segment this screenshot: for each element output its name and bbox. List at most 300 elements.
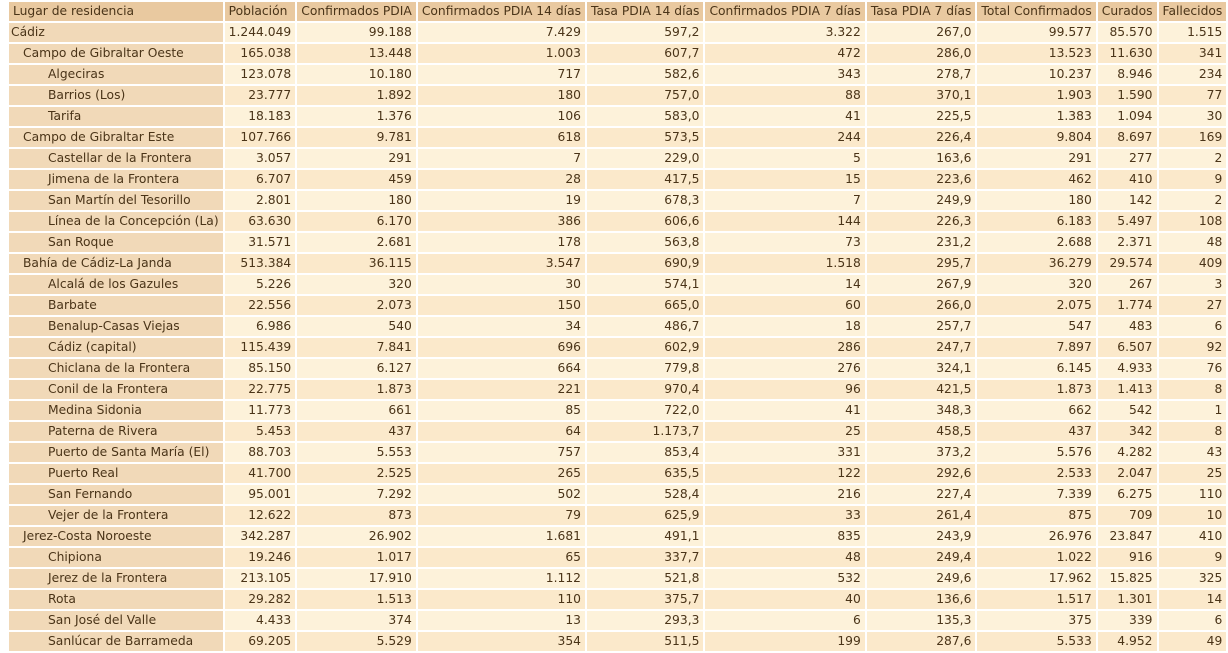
value-cell: 690,9 xyxy=(587,254,703,273)
row-name-cell[interactable]: Chiclana de la Frontera xyxy=(9,359,223,378)
row-name-cell[interactable]: San José del Valle xyxy=(9,611,223,630)
value-cell: 6.183 xyxy=(977,212,1095,231)
value-cell: 1.003 xyxy=(418,44,585,63)
value-cell: 2.075 xyxy=(977,296,1095,315)
row-name-cell[interactable]: Barrios (Los) xyxy=(9,86,223,105)
value-cell: 79 xyxy=(418,506,585,525)
value-cell: 8 xyxy=(1159,380,1227,399)
value-cell: 4.952 xyxy=(1098,632,1157,651)
value-cell: 13 xyxy=(418,611,585,630)
value-cell: 661 xyxy=(297,401,416,420)
value-cell: 1.301 xyxy=(1098,590,1157,609)
value-cell: 292,6 xyxy=(867,464,976,483)
value-cell: 417,5 xyxy=(587,170,703,189)
value-cell: 1.173,7 xyxy=(587,422,703,441)
table-row xyxy=(9,401,1226,420)
value-cell: 1.515 xyxy=(1159,23,1227,42)
value-cell: 320 xyxy=(297,275,416,294)
value-cell: 9.781 xyxy=(297,128,416,147)
value-cell: 7.339 xyxy=(977,485,1095,504)
value-cell: 458,5 xyxy=(867,422,976,441)
value-cell: 875 xyxy=(977,506,1095,525)
value-cell: 291 xyxy=(977,149,1095,168)
table-row xyxy=(9,107,1226,126)
value-cell: 696 xyxy=(418,338,585,357)
value-cell: 6.170 xyxy=(297,212,416,231)
value-cell: 521,8 xyxy=(587,569,703,588)
value-cell: 169 xyxy=(1159,128,1227,147)
value-cell: 227,4 xyxy=(867,485,976,504)
value-cell: 150 xyxy=(418,296,585,315)
value-cell: 7.897 xyxy=(977,338,1095,357)
value-cell: 226,3 xyxy=(867,212,976,231)
value-cell: 229,0 xyxy=(587,149,703,168)
value-cell: 1.413 xyxy=(1098,380,1157,399)
value-cell: 178 xyxy=(418,233,585,252)
value-cell: 85 xyxy=(418,401,585,420)
value-cell: 31.571 xyxy=(225,233,296,252)
value-cell: 267,9 xyxy=(867,275,976,294)
value-cell: 165.038 xyxy=(225,44,296,63)
value-cell: 606,6 xyxy=(587,212,703,231)
value-cell: 180 xyxy=(297,191,416,210)
value-cell: 106 xyxy=(418,107,585,126)
value-cell: 30 xyxy=(1159,107,1227,126)
value-cell: 85.150 xyxy=(225,359,296,378)
table-row xyxy=(9,212,1226,231)
value-cell: 386 xyxy=(418,212,585,231)
value-cell: 41.700 xyxy=(225,464,296,483)
row-name-cell[interactable]: Paterna de Rivera xyxy=(9,422,223,441)
col-header-tasa-14[interactable]: Tasa PDIA 14 días xyxy=(587,2,703,21)
table-row xyxy=(9,506,1226,525)
row-name-cell[interactable]: Castellar de la Frontera xyxy=(9,149,223,168)
table-row xyxy=(9,128,1226,147)
value-cell: 1.681 xyxy=(418,527,585,546)
row-name-cell[interactable]: Jimena de la Frontera xyxy=(9,170,223,189)
value-cell: 1.518 xyxy=(705,254,864,273)
value-cell: 95.001 xyxy=(225,485,296,504)
col-header-confirmados-7[interactable]: Confirmados PDIA 7 días xyxy=(705,2,864,21)
value-cell: 511,5 xyxy=(587,632,703,651)
value-cell: 64 xyxy=(418,422,585,441)
value-cell: 10 xyxy=(1159,506,1227,525)
value-cell: 6.145 xyxy=(977,359,1095,378)
value-cell: 287,6 xyxy=(867,632,976,651)
value-cell: 225,5 xyxy=(867,107,976,126)
value-cell: 43 xyxy=(1159,443,1227,462)
value-cell: 11.773 xyxy=(225,401,296,420)
value-cell: 513.384 xyxy=(225,254,296,273)
table-row xyxy=(9,485,1226,504)
value-cell: 49 xyxy=(1159,632,1227,651)
value-cell: 665,0 xyxy=(587,296,703,315)
value-cell: 970,4 xyxy=(587,380,703,399)
value-cell: 48 xyxy=(705,548,864,567)
table-row xyxy=(9,548,1226,567)
value-cell: 342 xyxy=(1098,422,1157,441)
value-cell: 19 xyxy=(418,191,585,210)
value-cell: 142 xyxy=(1098,191,1157,210)
value-cell: 779,8 xyxy=(587,359,703,378)
value-cell: 23.847 xyxy=(1098,527,1157,546)
table-row xyxy=(9,569,1226,588)
value-cell: 41 xyxy=(705,107,864,126)
value-cell: 472 xyxy=(705,44,864,63)
value-cell: 3.322 xyxy=(705,23,864,42)
value-cell: 625,9 xyxy=(587,506,703,525)
row-name-cell[interactable]: Bahía de Cádiz-La Janda xyxy=(9,254,223,273)
value-cell: 2 xyxy=(1159,149,1227,168)
row-name-cell[interactable]: Campo de Gibraltar Oeste xyxy=(9,44,223,63)
table-row xyxy=(9,149,1226,168)
col-header-poblacion[interactable]: Población xyxy=(225,2,296,21)
value-cell: 6.275 xyxy=(1098,485,1157,504)
value-cell: 6.707 xyxy=(225,170,296,189)
value-cell: 48 xyxy=(1159,233,1227,252)
value-cell: 1.517 xyxy=(977,590,1095,609)
value-cell: 267 xyxy=(1098,275,1157,294)
value-cell: 757,0 xyxy=(587,86,703,105)
value-cell: 29.282 xyxy=(225,590,296,609)
value-cell: 99.188 xyxy=(297,23,416,42)
value-cell: 6 xyxy=(705,611,864,630)
value-cell: 28 xyxy=(418,170,585,189)
row-name-cell[interactable]: Campo de Gibraltar Este xyxy=(9,128,223,147)
table-row xyxy=(9,443,1226,462)
value-cell: 135,3 xyxy=(867,611,976,630)
value-cell: 483 xyxy=(1098,317,1157,336)
value-cell: 717 xyxy=(418,65,585,84)
value-cell: 835 xyxy=(705,527,864,546)
value-cell: 213.105 xyxy=(225,569,296,588)
value-cell: 582,6 xyxy=(587,65,703,84)
value-cell: 17.962 xyxy=(977,569,1095,588)
value-cell: 1.017 xyxy=(297,548,416,567)
value-cell: 5.453 xyxy=(225,422,296,441)
value-cell: 343 xyxy=(705,65,864,84)
table-row xyxy=(9,170,1226,189)
value-cell: 15 xyxy=(705,170,864,189)
value-cell: 29.574 xyxy=(1098,254,1157,273)
value-cell: 267,0 xyxy=(867,23,976,42)
row-name-cell[interactable]: Chipiona xyxy=(9,548,223,567)
value-cell: 13.448 xyxy=(297,44,416,63)
table-row xyxy=(9,65,1226,84)
value-cell: 2.073 xyxy=(297,296,416,315)
value-cell: 5.497 xyxy=(1098,212,1157,231)
value-cell: 265 xyxy=(418,464,585,483)
value-cell: 34 xyxy=(418,317,585,336)
value-cell: 123.078 xyxy=(225,65,296,84)
value-cell: 2 xyxy=(1159,191,1227,210)
value-cell: 709 xyxy=(1098,506,1157,525)
value-cell: 409 xyxy=(1159,254,1227,273)
value-cell: 421,5 xyxy=(867,380,976,399)
value-cell: 293,3 xyxy=(587,611,703,630)
table-row xyxy=(9,338,1226,357)
row-name-cell[interactable]: Rota xyxy=(9,590,223,609)
value-cell: 249,9 xyxy=(867,191,976,210)
col-header-tasa-7[interactable]: Tasa PDIA 7 días xyxy=(867,2,976,21)
value-cell: 410 xyxy=(1159,527,1227,546)
value-cell: 40 xyxy=(705,590,864,609)
value-cell: 7 xyxy=(418,149,585,168)
row-name-cell[interactable]: San Fernando xyxy=(9,485,223,504)
row-name-cell[interactable]: Conil de la Frontera xyxy=(9,380,223,399)
value-cell: 1.892 xyxy=(297,86,416,105)
value-cell: 331 xyxy=(705,443,864,462)
value-cell: 320 xyxy=(977,275,1095,294)
value-cell: 2.801 xyxy=(225,191,296,210)
value-cell: 342.287 xyxy=(225,527,296,546)
value-cell: 99.577 xyxy=(977,23,1095,42)
col-header-confirmados[interactable]: Confirmados PDIA xyxy=(297,2,416,21)
value-cell: 13.523 xyxy=(977,44,1095,63)
value-cell: 180 xyxy=(977,191,1095,210)
col-header-curados[interactable]: Curados xyxy=(1098,2,1157,21)
table-row xyxy=(9,380,1226,399)
value-cell: 10.180 xyxy=(297,65,416,84)
value-cell: 2.533 xyxy=(977,464,1095,483)
row-name-cell[interactable]: Puerto de Santa María (El) xyxy=(9,443,223,462)
value-cell: 5.226 xyxy=(225,275,296,294)
covid-data-table xyxy=(7,0,1228,653)
value-cell: 618 xyxy=(418,128,585,147)
row-name-cell[interactable]: Tarifa xyxy=(9,107,223,126)
row-name-cell[interactable]: San Roque xyxy=(9,233,223,252)
value-cell: 6.507 xyxy=(1098,338,1157,357)
value-cell: 1.094 xyxy=(1098,107,1157,126)
table-row xyxy=(9,590,1226,609)
value-cell: 3.057 xyxy=(225,149,296,168)
value-cell: 276 xyxy=(705,359,864,378)
row-name-cell[interactable]: Cádiz (capital) xyxy=(9,338,223,357)
value-cell: 574,1 xyxy=(587,275,703,294)
row-name-cell[interactable]: Sanlúcar de Barrameda xyxy=(9,632,223,651)
table-row xyxy=(9,44,1226,63)
value-cell: 662 xyxy=(977,401,1095,420)
value-cell: 17.910 xyxy=(297,569,416,588)
value-cell: 528,4 xyxy=(587,485,703,504)
value-cell: 88 xyxy=(705,86,864,105)
value-cell: 286,0 xyxy=(867,44,976,63)
value-cell: 22.556 xyxy=(225,296,296,315)
value-cell: 30 xyxy=(418,275,585,294)
table-row xyxy=(9,422,1226,441)
value-cell: 8.697 xyxy=(1098,128,1157,147)
value-cell: 9 xyxy=(1159,170,1227,189)
value-cell: 374 xyxy=(297,611,416,630)
value-cell: 244 xyxy=(705,128,864,147)
row-name-cell[interactable]: Medina Sidonia xyxy=(9,401,223,420)
value-cell: 77 xyxy=(1159,86,1227,105)
value-cell: 92 xyxy=(1159,338,1227,357)
value-cell: 375 xyxy=(977,611,1095,630)
value-cell: 540 xyxy=(297,317,416,336)
value-cell: 231,2 xyxy=(867,233,976,252)
value-cell: 73 xyxy=(705,233,864,252)
row-name-cell[interactable]: Algeciras xyxy=(9,65,223,84)
table-row xyxy=(9,254,1226,273)
value-cell: 36.279 xyxy=(977,254,1095,273)
value-cell: 1.590 xyxy=(1098,86,1157,105)
value-cell: 122 xyxy=(705,464,864,483)
value-cell: 4.282 xyxy=(1098,443,1157,462)
value-cell: 243,9 xyxy=(867,527,976,546)
value-cell: 14 xyxy=(705,275,864,294)
value-cell: 26.902 xyxy=(297,527,416,546)
value-cell: 1.112 xyxy=(418,569,585,588)
value-cell: 247,7 xyxy=(867,338,976,357)
value-cell: 295,7 xyxy=(867,254,976,273)
value-cell: 5.529 xyxy=(297,632,416,651)
value-cell: 1 xyxy=(1159,401,1227,420)
row-name-cell[interactable]: Alcalá de los Gazules xyxy=(9,275,223,294)
value-cell: 9 xyxy=(1159,548,1227,567)
value-cell: 3.547 xyxy=(418,254,585,273)
value-cell: 96 xyxy=(705,380,864,399)
value-cell: 337,7 xyxy=(587,548,703,567)
value-cell: 144 xyxy=(705,212,864,231)
value-cell: 25 xyxy=(705,422,864,441)
value-cell: 6 xyxy=(1159,317,1227,336)
value-cell: 1.022 xyxy=(977,548,1095,567)
value-cell: 437 xyxy=(297,422,416,441)
value-cell: 2.688 xyxy=(977,233,1095,252)
col-header-total-confirmados[interactable]: Total Confirmados xyxy=(977,2,1095,21)
value-cell: 266,0 xyxy=(867,296,976,315)
value-cell: 41 xyxy=(705,401,864,420)
value-cell: 757 xyxy=(418,443,585,462)
value-cell: 278,7 xyxy=(867,65,976,84)
value-cell: 4.933 xyxy=(1098,359,1157,378)
value-cell: 873 xyxy=(297,506,416,525)
value-cell: 76 xyxy=(1159,359,1227,378)
value-cell: 33 xyxy=(705,506,864,525)
value-cell: 853,4 xyxy=(587,443,703,462)
value-cell: 12.622 xyxy=(225,506,296,525)
value-cell: 2.047 xyxy=(1098,464,1157,483)
value-cell: 216 xyxy=(705,485,864,504)
value-cell: 325 xyxy=(1159,569,1227,588)
value-cell: 5.533 xyxy=(977,632,1095,651)
value-cell: 286 xyxy=(705,338,864,357)
value-cell: 26.976 xyxy=(977,527,1095,546)
value-cell: 10.237 xyxy=(977,65,1095,84)
value-cell: 63.630 xyxy=(225,212,296,231)
value-cell: 25 xyxy=(1159,464,1227,483)
value-cell: 11.630 xyxy=(1098,44,1157,63)
value-cell: 69.205 xyxy=(225,632,296,651)
value-cell: 88.703 xyxy=(225,443,296,462)
value-cell: 60 xyxy=(705,296,864,315)
table-row xyxy=(9,632,1226,651)
value-cell: 602,9 xyxy=(587,338,703,357)
value-cell: 27 xyxy=(1159,296,1227,315)
value-cell: 261,4 xyxy=(867,506,976,525)
row-name-cell[interactable]: Puerto Real xyxy=(9,464,223,483)
table-row xyxy=(9,275,1226,294)
value-cell: 107.766 xyxy=(225,128,296,147)
value-cell: 722,0 xyxy=(587,401,703,420)
value-cell: 110 xyxy=(1159,485,1227,504)
value-cell: 547 xyxy=(977,317,1095,336)
col-header-fallecidos[interactable]: Fallecidos xyxy=(1159,2,1227,21)
table-row xyxy=(9,464,1226,483)
value-cell: 437 xyxy=(977,422,1095,441)
value-cell: 4.433 xyxy=(225,611,296,630)
table-row xyxy=(9,233,1226,252)
value-cell: 491,1 xyxy=(587,527,703,546)
value-cell: 1.383 xyxy=(977,107,1095,126)
table-row xyxy=(9,191,1226,210)
value-cell: 370,1 xyxy=(867,86,976,105)
value-cell: 324,1 xyxy=(867,359,976,378)
table-body xyxy=(9,23,1226,651)
value-cell: 6.127 xyxy=(297,359,416,378)
value-cell: 573,5 xyxy=(587,128,703,147)
value-cell: 1.774 xyxy=(1098,296,1157,315)
value-cell: 5.576 xyxy=(977,443,1095,462)
value-cell: 678,3 xyxy=(587,191,703,210)
value-cell: 1.376 xyxy=(297,107,416,126)
value-cell: 9.804 xyxy=(977,128,1095,147)
value-cell: 5.553 xyxy=(297,443,416,462)
value-cell: 223,6 xyxy=(867,170,976,189)
value-cell: 597,2 xyxy=(587,23,703,42)
col-header-lugar[interactable]: Lugar de residencia xyxy=(9,2,223,21)
value-cell: 375,7 xyxy=(587,590,703,609)
row-name-cell[interactable]: Benalup-Casas Viejas xyxy=(9,317,223,336)
row-name-cell[interactable]: Barbate xyxy=(9,296,223,315)
row-name-cell[interactable]: Jerez-Costa Noroeste xyxy=(9,527,223,546)
value-cell: 354 xyxy=(418,632,585,651)
value-cell: 6 xyxy=(1159,611,1227,630)
table-row xyxy=(9,611,1226,630)
value-cell: 502 xyxy=(418,485,585,504)
value-cell: 234 xyxy=(1159,65,1227,84)
value-cell: 226,4 xyxy=(867,128,976,147)
row-name-cell[interactable]: Línea de la Concepción (La) xyxy=(9,212,223,231)
row-name-cell[interactable]: Cádiz xyxy=(9,23,223,42)
value-cell: 462 xyxy=(977,170,1095,189)
value-cell: 14 xyxy=(1159,590,1227,609)
value-cell: 916 xyxy=(1098,548,1157,567)
value-cell: 8 xyxy=(1159,422,1227,441)
table-row xyxy=(9,296,1226,315)
row-name-cell[interactable]: San Martín del Tesorillo xyxy=(9,191,223,210)
value-cell: 341 xyxy=(1159,44,1227,63)
col-header-confirmados-14[interactable]: Confirmados PDIA 14 días xyxy=(418,2,585,21)
value-cell: 85.570 xyxy=(1098,23,1157,42)
table-row xyxy=(9,317,1226,336)
value-cell: 1.903 xyxy=(977,86,1095,105)
table-row xyxy=(9,86,1226,105)
value-cell: 7.841 xyxy=(297,338,416,357)
value-cell: 563,8 xyxy=(587,233,703,252)
row-name-cell[interactable]: Vejer de la Frontera xyxy=(9,506,223,525)
value-cell: 7 xyxy=(705,191,864,210)
value-cell: 339 xyxy=(1098,611,1157,630)
header-row xyxy=(9,2,1226,21)
value-cell: 1.513 xyxy=(297,590,416,609)
value-cell: 22.775 xyxy=(225,380,296,399)
value-cell: 1.244.049 xyxy=(225,23,296,42)
value-cell: 7.292 xyxy=(297,485,416,504)
row-name-cell[interactable]: Jerez de la Frontera xyxy=(9,569,223,588)
table-row xyxy=(9,359,1226,378)
